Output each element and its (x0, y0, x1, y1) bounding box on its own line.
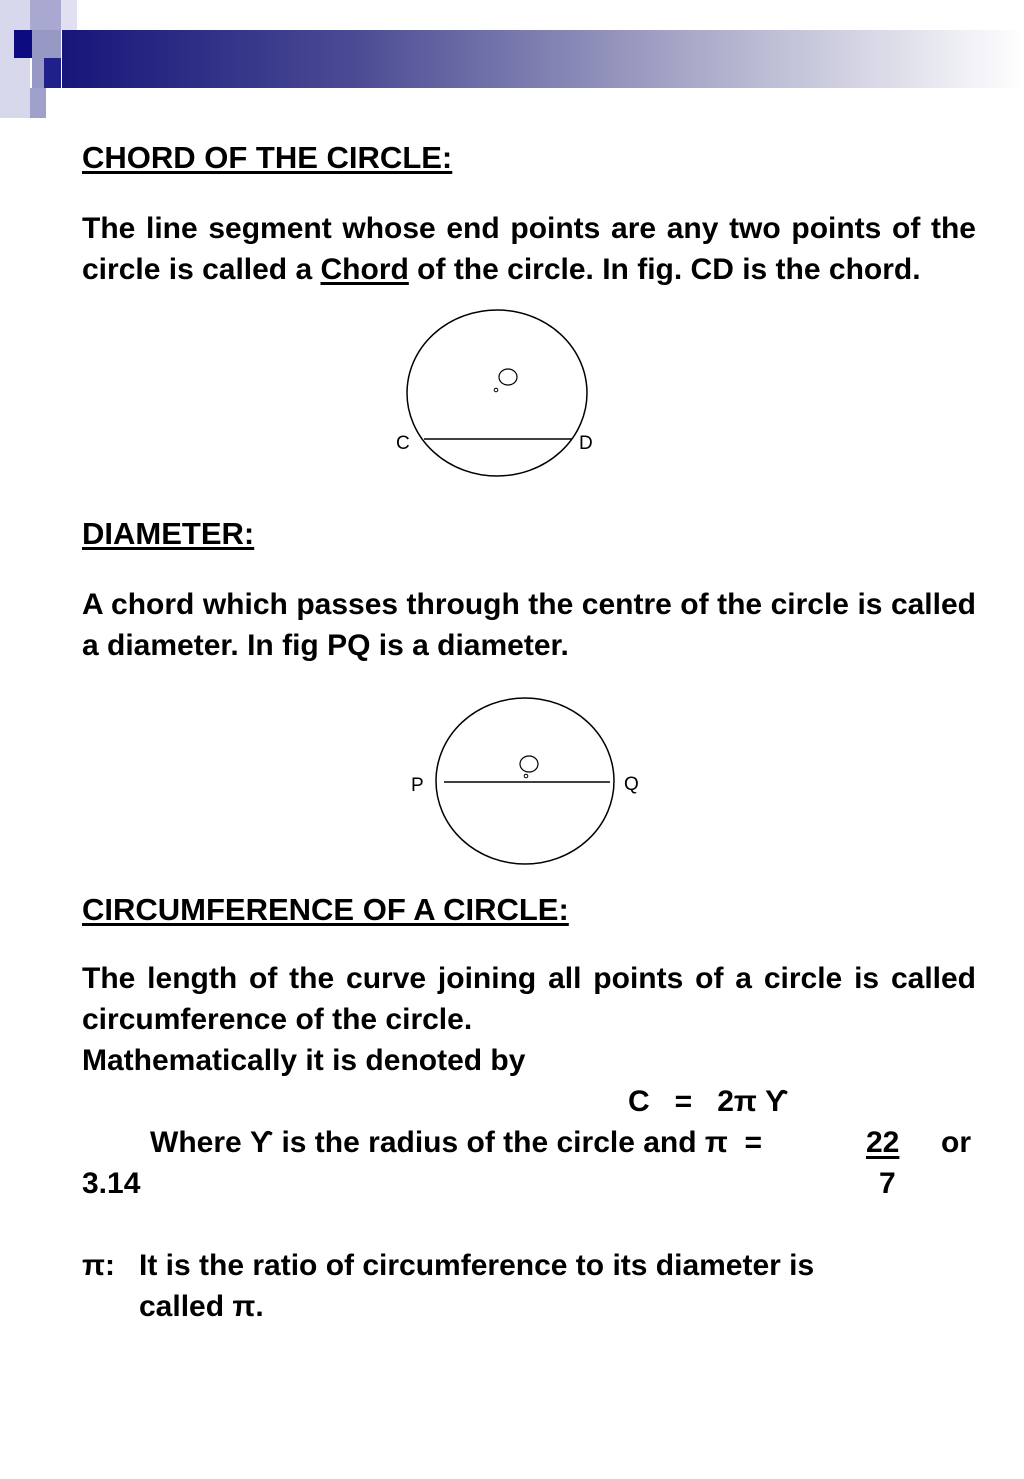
chord-label-d: D (579, 433, 593, 454)
chord-text-before: The line segment whose end points are any two points of the circle is called a (82, 212, 976, 286)
diameter-label-p: P (411, 775, 424, 796)
pi-fraction-denominator: 7 (879, 1167, 896, 1200)
banner-square-light2 (30, 88, 46, 118)
circumference-denoted: Mathematically it is denoted by (82, 1044, 526, 1077)
pi-definition-line1: It is the ratio of circumference to its diameter is (139, 1249, 815, 1282)
pi-definition-line2: called π. (139, 1290, 264, 1323)
diameter-centre-dot (524, 774, 528, 778)
pi-symbol: π: (82, 1249, 115, 1282)
chord-term: Chord (320, 253, 409, 286)
diameter-heading: DIAMETER: (82, 516, 255, 551)
circumference-formula: C = 2π ϒ (628, 1085, 789, 1118)
chord-centre-dot (494, 388, 498, 392)
chord-figure (380, 300, 620, 490)
diameter-paragraph: A chord which passes through the centre of the circle is called a diameter. In fig PQ is a diameter. (82, 588, 976, 662)
circumference-where: Where ϒ is the radius of the circle and π = (150, 1126, 771, 1159)
chord-label-c: C (396, 433, 410, 454)
chord-circle (407, 310, 587, 476)
header-banner (0, 0, 1024, 120)
diameter-centre-mark (520, 756, 538, 772)
diameter-figure (400, 690, 650, 880)
banner-square-light (0, 0, 30, 118)
diameter-circle (436, 698, 614, 864)
circumference-paragraph: The length of the curve joining all points of a circle is called circumference of the circle. (82, 962, 976, 1036)
banner-square-pale (61, 0, 77, 30)
chord-heading: CHORD OF THE CIRCLE: (82, 140, 453, 175)
banner-square-dark (14, 30, 32, 58)
chord-text-after: of the circle. In fig. CD is the chord. (408, 253, 921, 286)
banner-square-mid (30, 0, 61, 30)
circumference-heading: CIRCUMFERENCE OF A CIRCLE: (82, 892, 569, 927)
pi-fraction-numerator: 22 (866, 1126, 900, 1159)
chord-centre-mark (499, 369, 517, 385)
chord-paragraph (82, 208, 976, 290)
banner-gradient-bar (62, 30, 1024, 88)
circumference-or: or (941, 1126, 971, 1159)
diameter-label-q: Q (624, 774, 639, 795)
banner-square-dark2 (44, 58, 61, 88)
circumference-alt-value: 3.14 (82, 1167, 141, 1200)
